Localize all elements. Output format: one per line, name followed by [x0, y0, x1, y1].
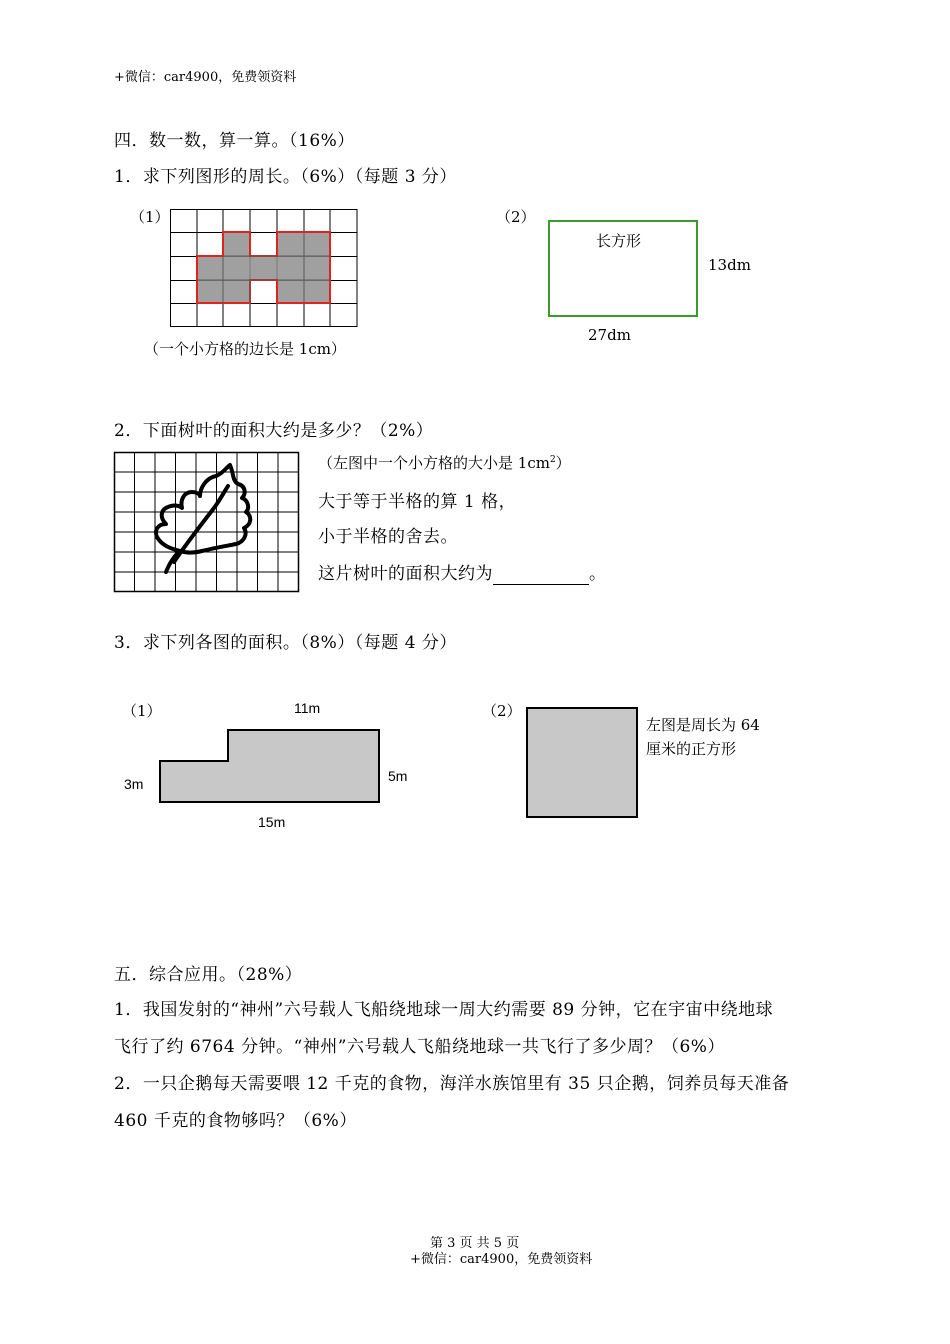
q1-text: 1．求下列图形的周长。（6%）（每题 3 分）: [114, 167, 457, 187]
q2-note-line1-pre: （左图中一个小方格的大小是 1cm: [318, 454, 550, 472]
q1-fig1-label: （1）: [130, 208, 170, 226]
rectangle-inner-label: 长方形: [596, 232, 642, 250]
section5-title: 五．综合应用。（28%）: [114, 965, 303, 985]
grid-figure-1: [170, 209, 360, 329]
footer-watermark: +微信：car4900，免费领资料: [410, 1252, 593, 1267]
leaf-shape: [156, 465, 250, 572]
s5-q1-line1: 1．我国发射的“神州”六号载人飞船绕地球一周大约需要 89 分钟，它在宇宙中绕地球: [114, 1000, 774, 1020]
q1-fig2-label: （2）: [496, 208, 536, 226]
q2-note-line1-sup: 2: [549, 455, 556, 465]
q2-note-line2: 大于等于半格的算 1 格，: [318, 492, 517, 512]
q3-fig2-label: （2）: [482, 702, 522, 720]
q1-fig1-note: （一个小方格的边长是 1cm）: [144, 340, 346, 358]
q2-answer-blank[interactable]: [493, 564, 589, 585]
s5-q2-line2: 460 千克的食物够吗？（6%）: [114, 1111, 357, 1131]
rectangle-height-label: 13dm: [708, 256, 751, 274]
q2-answer-prompt: 这片树叶的面积大约为: [318, 564, 493, 584]
leaf-grid: [114, 452, 300, 594]
q2-text: 2．下面树叶的面积大约是多少？（2%）: [114, 421, 434, 441]
s5-q2-line1: 2．一只企鹅每天需要喂 12 千克的食物，海洋水族馆里有 35 只企鹅，饲养员每天准备: [114, 1074, 790, 1094]
rectangle-width-label: 27dm: [588, 326, 631, 344]
square-desc-line1: 左图是周长为 64: [646, 716, 760, 734]
h-shape: [197, 232, 330, 303]
q2-note-line4: [318, 559, 607, 585]
q2-answer-end: 。: [589, 564, 607, 584]
step-top-label: 11m: [294, 700, 321, 716]
q3-fig1-label: （1）: [122, 702, 162, 720]
step-left-label: 3m: [124, 776, 144, 792]
square-desc-line2: 厘米的正方形: [646, 740, 737, 758]
square-figure: [526, 707, 638, 818]
q2-note-line1-post: ）: [555, 454, 571, 472]
step-bottom-label: 15m: [258, 814, 286, 830]
step-shape-figure: [158, 728, 382, 804]
header-watermark: +微信：car4900，免费领资料: [114, 70, 297, 85]
s5-q1-line2: 飞行了约 6764 分钟。“神州”六号载人飞船绕地球一共飞行了多少周？（6%）: [114, 1037, 725, 1057]
q2-note-line1: [318, 452, 571, 473]
q3-text: 3．求下列各图的面积。（8%）（每题 4 分）: [114, 633, 457, 653]
footer-page-number: 第 3 页 共 5 页: [430, 1236, 520, 1251]
q2-note-line3: 小于半格的舍去。: [318, 527, 458, 547]
step-right-label: 5m: [388, 768, 408, 784]
section4-title: 四．数一数，算一算。（16%）: [114, 131, 355, 151]
